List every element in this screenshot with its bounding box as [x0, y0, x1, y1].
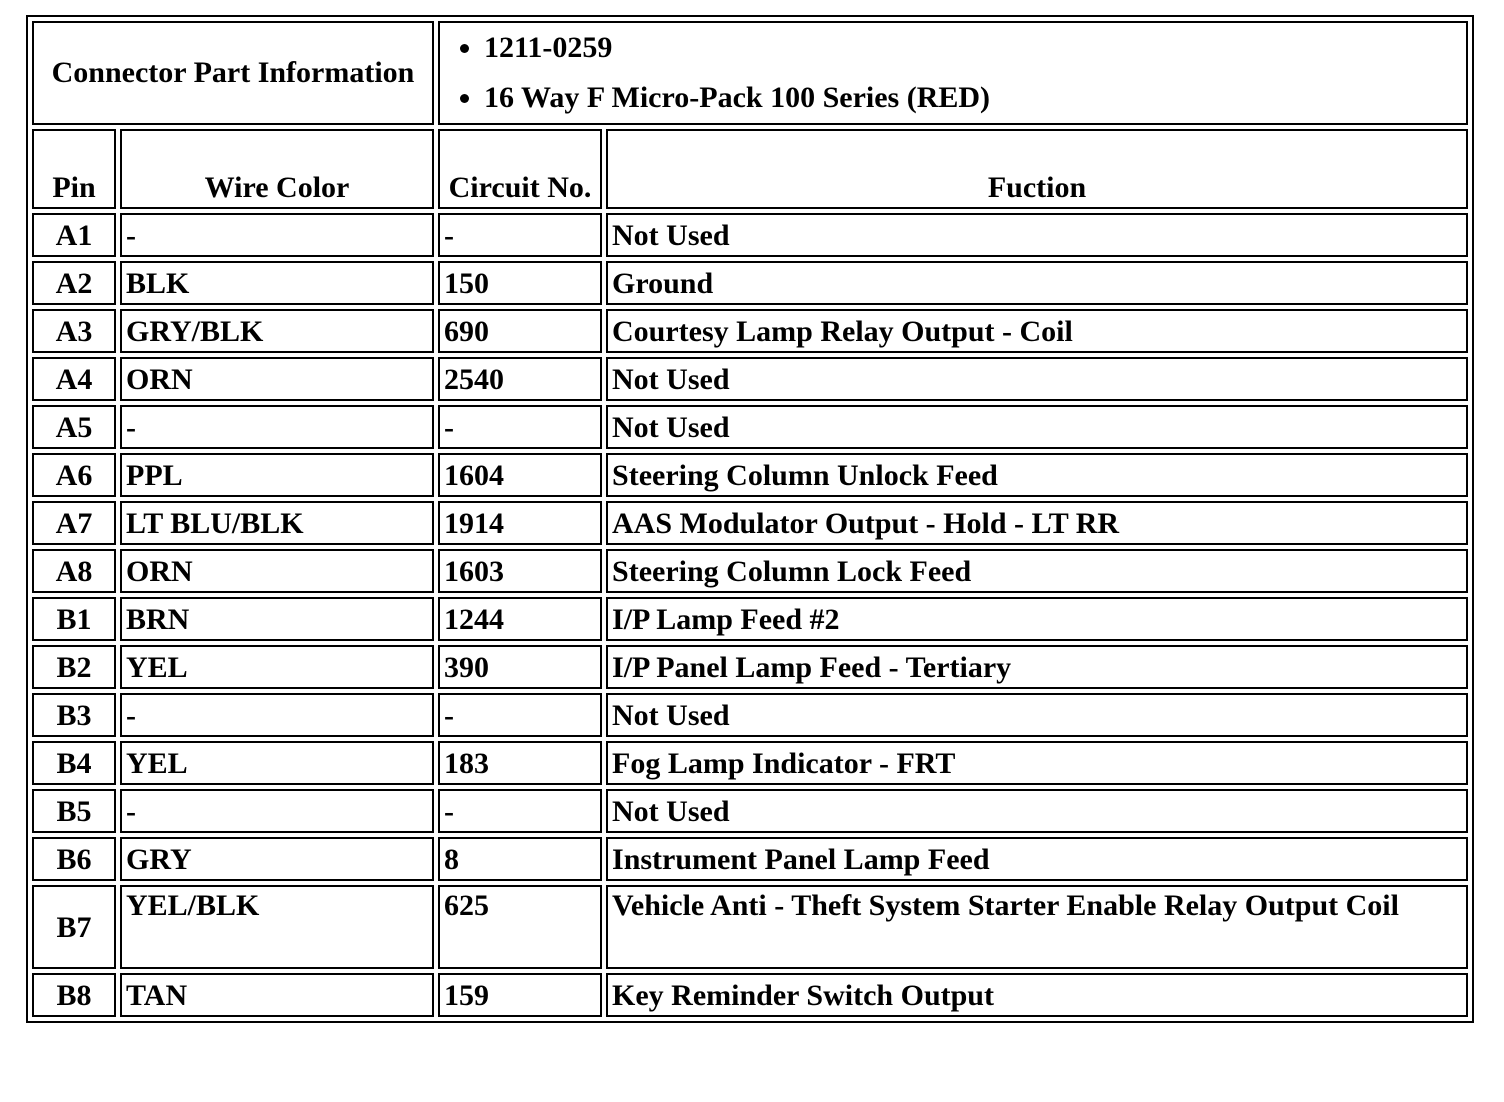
function-cell: Not Used	[606, 789, 1468, 833]
circuit-no-cell: 1603	[438, 549, 602, 593]
circuit-no-cell: 183	[438, 741, 602, 785]
table-row	[32, 693, 1468, 737]
table-row	[32, 597, 1468, 641]
function-cell: Key Reminder Switch Output	[606, 973, 1468, 1017]
circuit-no-cell: 159	[438, 973, 602, 1017]
connector-part-label	[32, 21, 434, 125]
table-row	[32, 453, 1468, 497]
column-header-row	[32, 129, 1468, 209]
pin-cell: A8	[32, 549, 116, 593]
function-cell: Courtesy Lamp Relay Output - Coil	[606, 309, 1468, 353]
wire-color-cell: GRY/BLK	[120, 309, 434, 353]
wire-color-cell: YEL	[120, 741, 434, 785]
function-cell: I/P Lamp Feed #2	[606, 597, 1468, 641]
wire-color-cell: BLK	[120, 261, 434, 305]
wire-color-cell: ORN	[120, 357, 434, 401]
pin-cell: A6	[32, 453, 116, 497]
wire-color-cell: BRN	[120, 597, 434, 641]
wire-color-cell: -	[120, 789, 434, 833]
pin-cell: B1	[32, 597, 116, 641]
connector-part-list	[444, 23, 1462, 123]
pin-cell: B6	[32, 837, 116, 881]
pin-cell: A5	[32, 405, 116, 449]
circuit-no-cell: 1244	[438, 597, 602, 641]
circuit-no-cell: 1914	[438, 501, 602, 545]
circuit-no-cell: 690	[438, 309, 602, 353]
table-row	[32, 645, 1468, 689]
pin-cell: B7	[32, 885, 116, 969]
table-row	[32, 261, 1468, 305]
pin-cell: A3	[32, 309, 116, 353]
pin-cell: B8	[32, 973, 116, 1017]
table-row	[32, 789, 1468, 833]
table-row	[32, 973, 1468, 1017]
connector-pinout-table	[28, 17, 1472, 1021]
table-row	[32, 213, 1468, 257]
function-cell: Not Used	[606, 693, 1468, 737]
wire-color-cell: YEL/BLK	[120, 885, 434, 969]
circuit-no-cell: -	[438, 789, 602, 833]
function-cell: Steering Column Unlock Feed	[606, 453, 1468, 497]
connector-part-label-text: Connector Part Information	[51, 56, 415, 89]
circuit-no-cell: -	[438, 213, 602, 257]
connector-part-details	[438, 21, 1468, 125]
table-row	[32, 885, 1468, 969]
function-cell: Not Used	[606, 405, 1468, 449]
connector-table-frame	[26, 15, 1474, 1023]
circuit-no-cell: 1604	[438, 453, 602, 497]
table-row	[32, 549, 1468, 593]
pin-cell: A1	[32, 213, 116, 257]
pin-cell: B2	[32, 645, 116, 689]
wire-color-cell: -	[120, 693, 434, 737]
wire-color-cell: PPL	[120, 453, 434, 497]
function-cell: Not Used	[606, 357, 1468, 401]
pin-cell: B5	[32, 789, 116, 833]
table-row	[32, 405, 1468, 449]
circuit-no-cell: 2540	[438, 357, 602, 401]
circuit-no-cell: 625	[438, 885, 602, 969]
function-cell: Steering Column Lock Feed	[606, 549, 1468, 593]
table-row	[32, 741, 1468, 785]
connector-part-number: • 1211-0259	[484, 23, 1462, 73]
wire-color-cell: ORN	[120, 549, 434, 593]
connector-part-description: • 16 Way F Micro-Pack 100 Series (RED)	[484, 73, 1462, 123]
pin-cell: A7	[32, 501, 116, 545]
function-cell: Vehicle Anti - Theft System Starter Enable Relay Output Coil	[606, 885, 1468, 969]
column-header-wire-color: Wire Color	[120, 129, 434, 209]
table-row	[32, 501, 1468, 545]
wire-color-cell: -	[120, 213, 434, 257]
pin-cell: B3	[32, 693, 116, 737]
column-header-function: Fuction	[606, 129, 1468, 209]
circuit-no-cell: 390	[438, 645, 602, 689]
wire-color-cell: LT BLU/BLK	[120, 501, 434, 545]
table-row	[32, 837, 1468, 881]
circuit-no-cell: -	[438, 693, 602, 737]
function-cell: Not Used	[606, 213, 1468, 257]
function-cell: Fog Lamp Indicator - FRT	[606, 741, 1468, 785]
function-cell: AAS Modulator Output - Hold - LT RR	[606, 501, 1468, 545]
function-cell: Instrument Panel Lamp Feed	[606, 837, 1468, 881]
circuit-no-cell: -	[438, 405, 602, 449]
pin-cell: A4	[32, 357, 116, 401]
column-header-pin: Pin	[32, 129, 116, 209]
connector-info-row	[32, 21, 1468, 125]
column-header-circuit-no: Circuit No.	[438, 129, 602, 209]
pin-cell: B4	[32, 741, 116, 785]
wire-color-cell: TAN	[120, 973, 434, 1017]
wire-color-cell: GRY	[120, 837, 434, 881]
table-row	[32, 309, 1468, 353]
function-cell: I/P Panel Lamp Feed - Tertiary	[606, 645, 1468, 689]
wire-color-cell: -	[120, 405, 434, 449]
circuit-no-cell: 8	[438, 837, 602, 881]
wire-color-cell: YEL	[120, 645, 434, 689]
circuit-no-cell: 150	[438, 261, 602, 305]
table-row	[32, 357, 1468, 401]
pin-cell: A2	[32, 261, 116, 305]
function-cell: Ground	[606, 261, 1468, 305]
